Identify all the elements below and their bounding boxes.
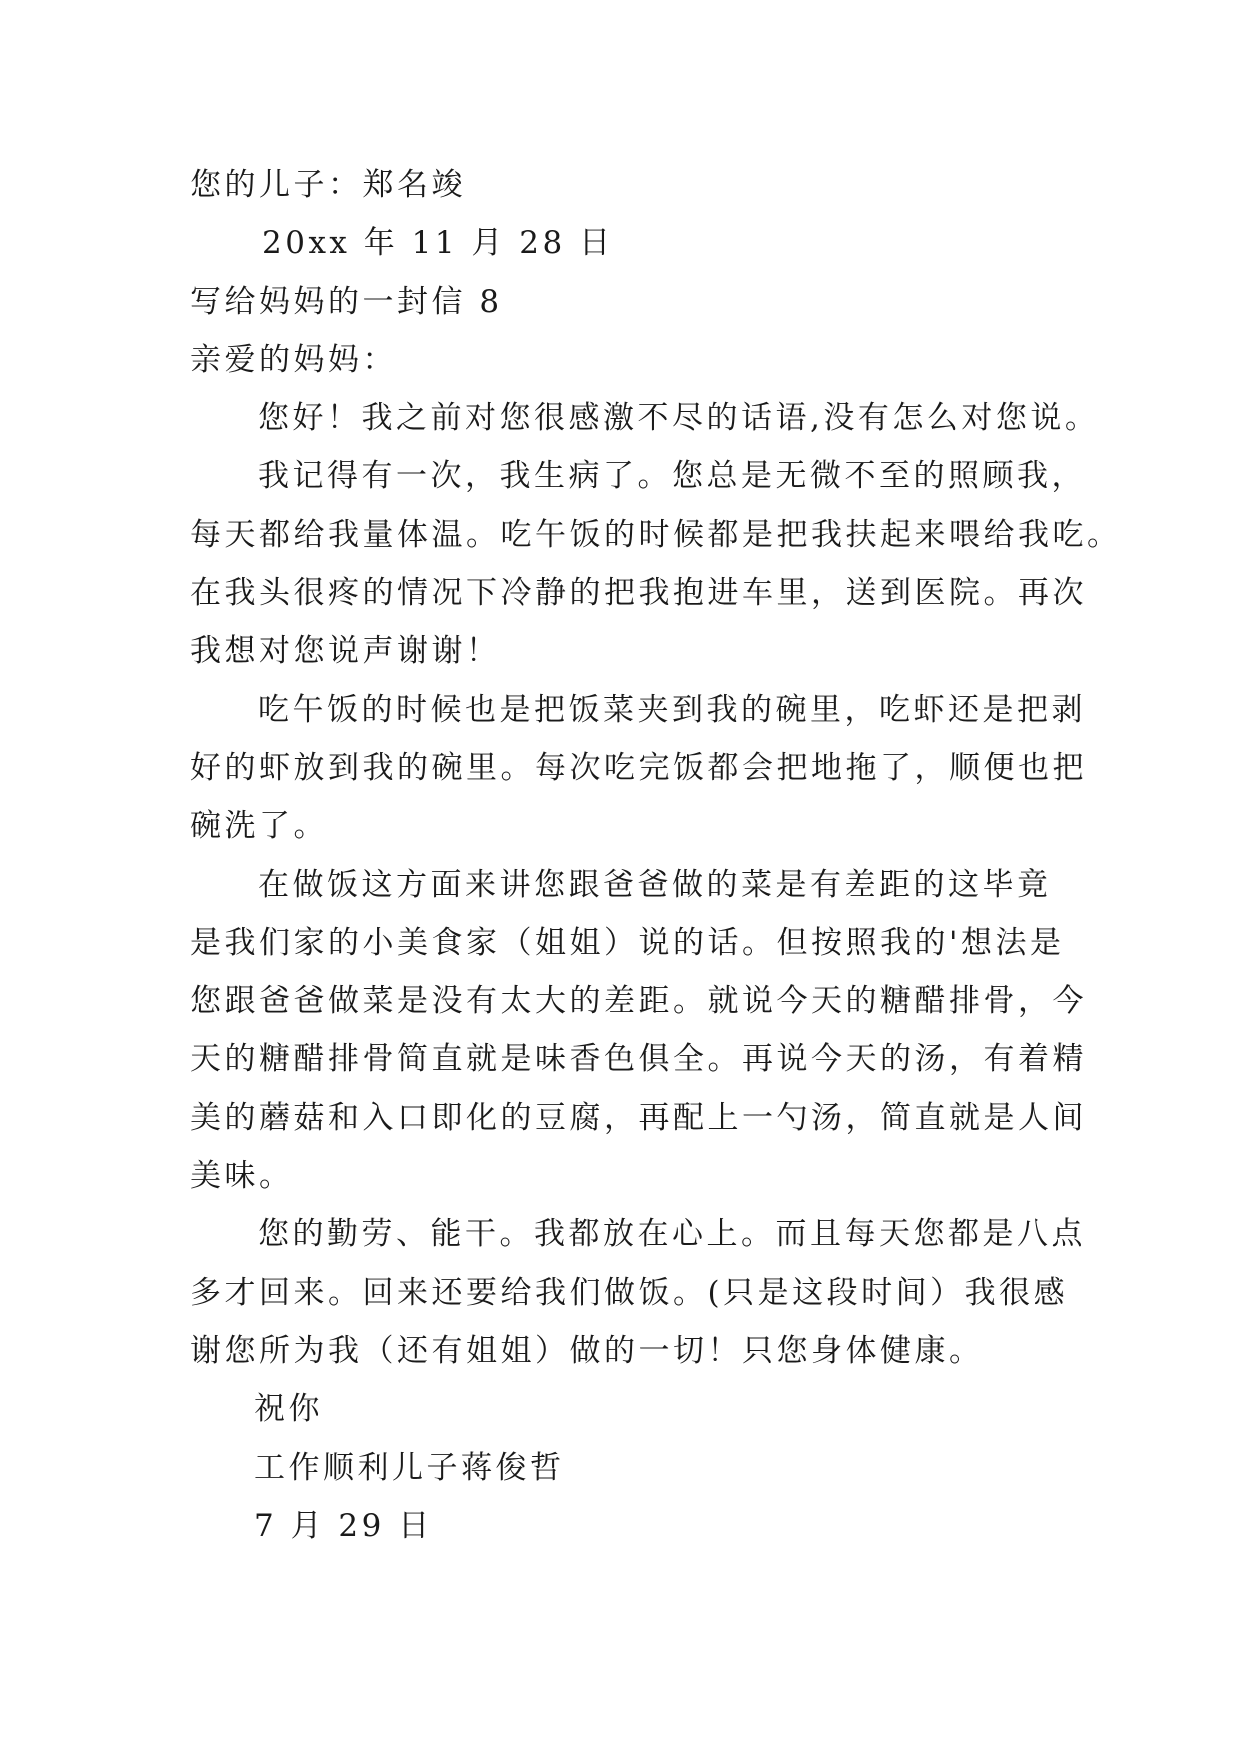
closing-date: 7 月 29 日 — [254, 1507, 433, 1544]
paragraph-line: 您跟爸爸做菜是没有太大的差距。就说今天的糖醋排骨，今 — [190, 983, 1087, 1020]
paragraph-3 — [190, 681, 1087, 856]
salutation: 亲爱的妈妈： — [190, 341, 397, 378]
paragraph-line: 天的糖醋排骨简直就是味香色俱全。再说今天的汤，有着精 — [190, 1041, 1087, 1078]
paragraph-line: 谢您所为我（还有姐姐）做的一切！只您身体健康。 — [190, 1332, 984, 1369]
paragraph-line: 美的蘑菇和入口即化的豆腐，再配上一勺汤，简直就是人间 — [190, 1099, 1087, 1136]
paragraph-line: 美味。 — [190, 1158, 294, 1195]
letter-title: 写给妈妈的一封信 8 — [190, 283, 503, 320]
paragraph-line: 我想对您说声谢谢！ — [190, 633, 501, 670]
paragraph-line: 您的勤劳、能干。我都放在心上。而且每天您都是八点 — [258, 1216, 1086, 1253]
paragraph-line: 好的虾放到我的碗里。每次吃完饭都会把地拖了，顺便也把 — [190, 749, 1087, 786]
paragraph-1 — [190, 389, 1100, 447]
wish-and-signature: 工作顺利儿子蒋俊哲 — [254, 1449, 565, 1486]
paragraph-line: 碗洗了。 — [190, 808, 328, 845]
paragraph-line: 您好！我之前对您很感激不尽的话语,没有怎么对您说。 — [258, 400, 1100, 437]
paragraph-line: 吃午饭的时候也是把饭菜夹到我的碗里，吃虾还是把剥 — [258, 691, 1086, 728]
paragraph-line: 多才回来。回来还要给我们做饭。(只是这段时间）我很感 — [190, 1274, 1069, 1311]
signoff-date: 20xx 年 11 月 28 日 — [262, 225, 614, 262]
paragraph-5 — [190, 1205, 1086, 1380]
paragraph-line: 在我头很疼的情况下冷静的把我抱进车里，送到医院。再次 — [190, 575, 1087, 612]
closing: 祝你 — [254, 1391, 323, 1428]
paragraph-2 — [190, 447, 1122, 680]
letter-body — [190, 156, 1122, 1555]
paragraph-line: 我记得有一次，我生病了。您总是无微不至的照顾我， — [258, 458, 1086, 495]
signoff-name: 您的儿子：郑名竣 — [190, 167, 466, 203]
paragraph-line: 在做饭这方面来讲您跟爸爸做的菜是有差距的这毕竟 — [258, 866, 1052, 903]
paragraph-4 — [190, 856, 1087, 1206]
paragraph-line: 每天都给我量体温。吃午饭的时候都是把我扶起来喂给我吃。 — [190, 516, 1122, 553]
paragraph-line: 是我们家的小美食家（姐姐）说的话。但按照我的'想法是 — [190, 924, 1065, 961]
